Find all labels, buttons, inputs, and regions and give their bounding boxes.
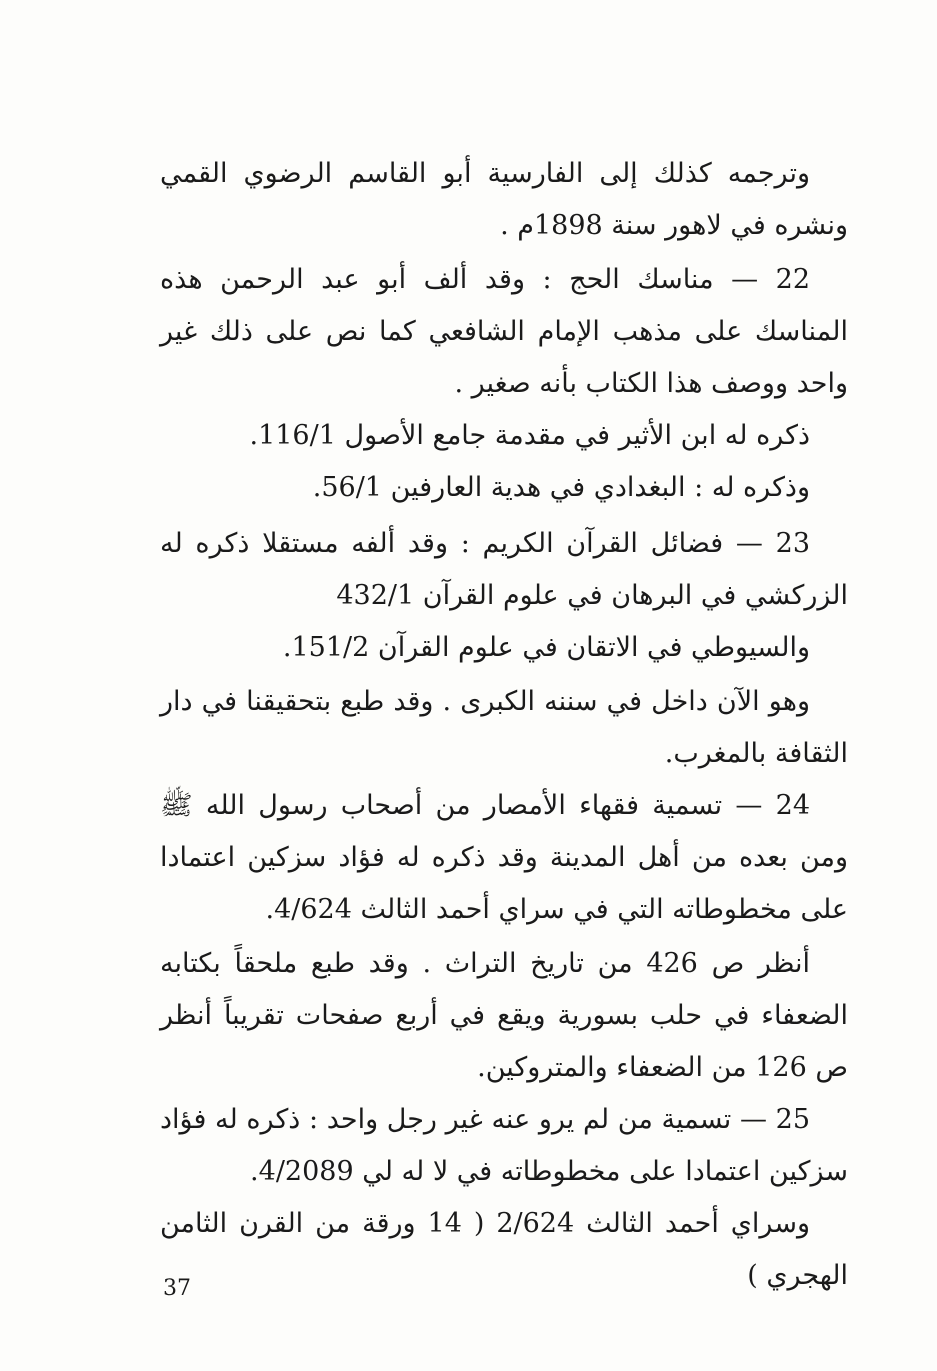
page-number: 37 — [163, 1276, 191, 1301]
paragraph-text: 24 — تسمية فقهاء الأمصار من أصحاب رسول الله ﷺ ومن بعده من أهل المدينة وقد ذكره له فؤاد سزكين اعتمادا على مخطوطاته التي في سراي أحمد الثالث 4/624. — [160, 790, 848, 925]
paragraph-text: 22 — مناسك الحج : وقد ألف أبو عبد الرحمن هذه المناسك على مذهب الإمام الشافعي كما نص على ذلك غير واحد ووصف هذا الكتاب بأنه صغير . — [160, 264, 848, 399]
paragraph-text: أنظر ص 426 من تاريخ التراث . وقد طبع ملحقاً بكتابه الضعفاء في حلب بسورية ويقع في أربع صفحات تقريباً أنظر ص 126 من الضعفاء والمتروكين. — [160, 948, 848, 1083]
paragraph-translation-note — [160, 148, 848, 252]
paragraph-text: 25 — تسمية من لم يرو عنه غير رجل واحد : ذكره له فؤاد سزكين اعتمادا على مخطوطاته في لا له لي 4/2089. — [160, 1104, 848, 1187]
paragraph-text: 23 — فضائل القرآن الكريم : وقد ألفه مستقلا ذكره له الزركشي في البرهان في علوم القرآن 432/1 — [160, 528, 848, 611]
paragraph-note-25 — [160, 1198, 848, 1302]
paragraph-item-24 — [160, 780, 848, 936]
paragraph-note-24 — [160, 938, 848, 1094]
paragraph-text: والسيوطي في الاتقان في علوم القرآن 151/2. — [282, 632, 810, 663]
paragraph-note-23 — [160, 676, 848, 780]
paragraph-text: وهو الآن داخل في سننه الكبرى . وقد طبع بتحقيقنا في دار الثقافة بالمغرب. — [160, 686, 848, 769]
paragraph-text: وترجمه كذلك إلى الفارسية أبو القاسم الرضوي القمي ونشره في لاهور سنة 1898م . — [160, 158, 848, 241]
paragraph-item-23 — [160, 518, 848, 674]
paragraph-item-22 — [160, 254, 848, 410]
reference-line: وذكره له : البغدادي في هدية العارفين 56/1. — [312, 472, 810, 503]
paragraph-text: وسراي أحمد الثالث 2/624 ( 14 ورقة من القرن الثامن الهجري ) — [160, 1208, 848, 1291]
reference-line: ذكره له ابن الأثير في مقدمة جامع الأصول 116/1. — [249, 420, 810, 451]
paragraph-item-25 — [160, 1094, 848, 1198]
paragraph-references-22 — [160, 410, 848, 514]
